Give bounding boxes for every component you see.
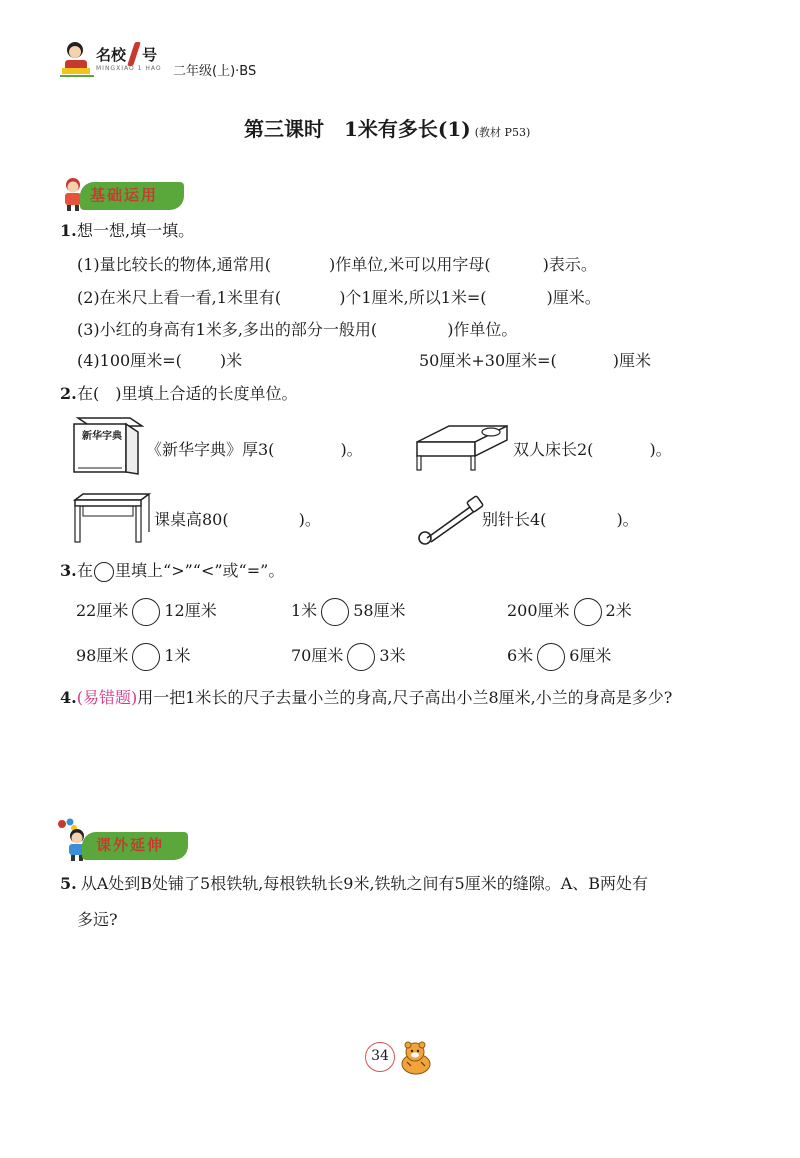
compare-circle[interactable] [537, 643, 565, 671]
q3-stem-post: 里填上“>”“<”或“=”。 [115, 561, 285, 580]
tiger-icon [397, 1040, 435, 1076]
q3-r1-c2 [291, 596, 406, 626]
q3-r1-c2-right: 58厘米 [353, 601, 406, 620]
q2-item2 [513, 440, 672, 460]
q1-line-c [77, 320, 517, 340]
header [60, 40, 360, 80]
q2-item1-pre: 《新华字典》厚3( [146, 440, 275, 459]
q1b-mid: )个1厘米,所以1米=( [339, 288, 487, 307]
compare-circle[interactable] [132, 643, 160, 671]
q1a-pre: (1)量比较长的物体,通常用( [77, 255, 271, 274]
safety-pin-icon [415, 494, 485, 546]
q1d-pre: (4)100厘米=( [77, 351, 182, 370]
student-reading-icon [60, 40, 94, 78]
q1-stem: 想一想,填一填。 [77, 221, 195, 240]
q3-stem [77, 559, 284, 583]
q1b-pre: (2)在米尺上看一看,1米里有( [77, 288, 282, 307]
q2-item4-pre: 别针长4( [482, 510, 547, 529]
q4-number: 4. [60, 688, 77, 707]
q3-r2-c2 [291, 641, 406, 671]
q5-line2: 多远? [77, 910, 118, 929]
q2-item4-post: )。 [616, 510, 639, 529]
q1c-post: )作单位。 [447, 320, 518, 339]
section-title-extend: 课外延伸 [96, 836, 165, 854]
q3-stem-pre: 在 [77, 561, 94, 580]
q2-item1-post: )。 [340, 440, 363, 459]
q4-answer-area[interactable] [60, 712, 740, 812]
compare-circle[interactable] [574, 598, 602, 626]
q3-r2-c1 [76, 641, 191, 671]
q1e-pre: 50厘米+30厘米=( [419, 351, 557, 370]
q1-line-d [77, 351, 242, 371]
q1-line-b [77, 288, 601, 308]
q4-text: 用一把1米长的尺子去量小兰的身高,尺子高出小兰8厘米,小兰的身高是多少? [137, 688, 673, 707]
q2-item2-pre: 双人床长2( [513, 440, 594, 459]
q3-r1-c3-right: 2米 [605, 601, 632, 620]
q1c-pre: (3)小红的身高有1米多,多出的部分一般用( [77, 320, 378, 339]
q1a-mid: )作单位,米可以用字母( [329, 255, 491, 274]
q3-r2-c3-right: 6厘米 [569, 646, 612, 665]
page-title [244, 117, 530, 145]
desk-icon [71, 492, 153, 544]
q5-text-line1: 从A处到B处铺了5根铁轨,每根铁轨长9米,铁轨之间有5厘米的缝隙。A、B两处有 [80, 874, 649, 893]
q4 [60, 688, 672, 708]
q2-stem: 在( )里填上合适的长度单位。 [77, 384, 298, 403]
q2-item2-post: )。 [649, 440, 672, 459]
q3-r2-c2-left: 70厘米 [291, 646, 344, 665]
title-ref: (教材 P53) [474, 126, 531, 139]
q3-r2-c1-left: 98厘米 [76, 646, 129, 665]
q3-r1-c2-left: 1米 [291, 601, 318, 620]
q2-number: 2. [60, 384, 77, 403]
page-number-badge [365, 1042, 395, 1072]
q4-tag: (易错题) [76, 688, 138, 707]
q1b-post: )厘米。 [546, 288, 601, 307]
brand-name: 名校 [96, 46, 127, 64]
q2-item4 [482, 510, 639, 530]
q3-r2-c3 [507, 641, 611, 671]
section-banner-basic [58, 176, 188, 212]
brand-pinyin: MINGXIAO 1 HAO [96, 65, 162, 72]
q3-r1-c3-left: 200厘米 [507, 601, 570, 620]
q2-item3-pre: 课桌高80( [154, 510, 229, 529]
q3-r1-c1-right: 12厘米 [164, 601, 217, 620]
q2-item3 [154, 510, 321, 530]
q1d-post: )米 [219, 351, 243, 370]
title-main: 第三课时 1米有多长(1) [244, 117, 471, 141]
q3-stem-circle [94, 562, 114, 582]
q2-item1 [146, 440, 363, 460]
section-banner-extend [56, 818, 192, 862]
section-title-basic: 基础运用 [90, 186, 159, 204]
brand-slash-icon [127, 42, 141, 66]
q1e-post: )厘米 [612, 351, 652, 370]
q1a-post: )表示。 [542, 255, 597, 274]
compare-circle[interactable] [321, 598, 349, 626]
q1-line-a [77, 255, 597, 275]
q3-r1-c3 [507, 596, 632, 626]
q3-r2-c1-right: 1米 [164, 646, 191, 665]
compare-circle[interactable] [347, 643, 375, 671]
q5-number: 5. [60, 874, 77, 893]
q3-r1-c1-left: 22厘米 [76, 601, 129, 620]
q5-answer-area[interactable] [60, 936, 740, 1036]
q3-number: 3. [60, 561, 77, 580]
bed-icon [413, 420, 509, 474]
brand-number: 号 [142, 46, 158, 64]
q5-line1 [60, 874, 648, 894]
q1-line-e [419, 351, 651, 371]
q3-r2-c2-right: 3米 [379, 646, 406, 665]
q3-r2-c3-left: 6米 [507, 646, 534, 665]
dictionary-cover-label: 新华字典 [82, 431, 122, 442]
dictionary-icon [70, 414, 144, 476]
grade-label: 二年级(上)·BS [173, 64, 257, 79]
q2-item3-post: )。 [298, 510, 321, 529]
compare-circle[interactable] [132, 598, 160, 626]
q1-number: 1. [60, 221, 77, 240]
q3-r1-c1 [76, 596, 217, 626]
page-number: 34 [371, 1048, 389, 1064]
